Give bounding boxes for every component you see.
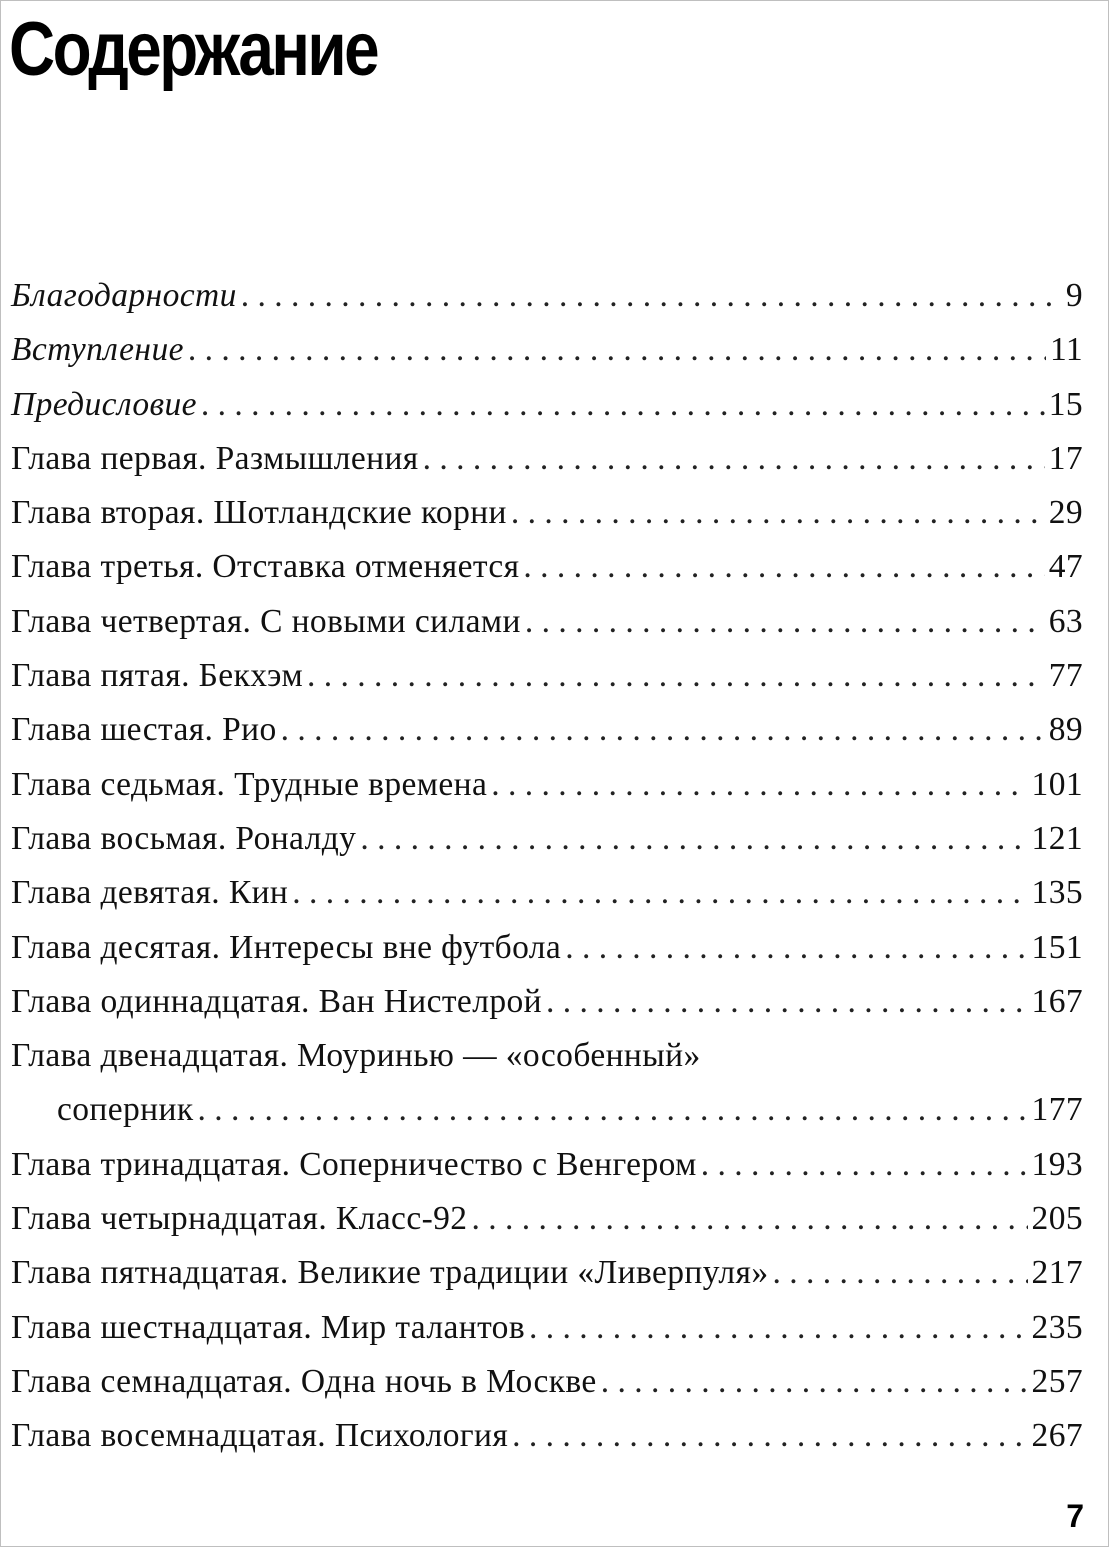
dot-leader (529, 1301, 1028, 1355)
toc-entry-page: 267 (1031, 1417, 1083, 1455)
dot-leader (241, 269, 1062, 323)
toc-entry-page: 9 (1065, 277, 1083, 314)
toc-entry-title: Глава тринадцатая. Соперничество с Венгером (11, 1145, 697, 1183)
toc-entry[interactable] (11, 1301, 1083, 1355)
toc-entry[interactable] (11, 595, 1083, 649)
dot-leader (188, 323, 1046, 377)
toc-entry-page: 235 (1031, 1308, 1083, 1346)
toc-entry-page: 193 (1031, 1145, 1083, 1183)
dot-leader (471, 1192, 1027, 1246)
dot-leader (201, 378, 1045, 432)
toc-entry-title: Вступление (11, 331, 184, 369)
toc-entry[interactable] (11, 540, 1083, 594)
toc-entry[interactable] (11, 812, 1083, 866)
toc-entry-title: Глава восьмая. Роналду (11, 819, 357, 857)
toc-entry-title: Предисловие (11, 385, 197, 423)
dot-leader (198, 1083, 1028, 1137)
toc-entry-title: Глава семнадцатая. Одна ночь в Москве (11, 1362, 597, 1400)
toc-entry-title: Глава седьмая. Трудные времена (11, 765, 488, 803)
toc-entry-page: 29 (1048, 494, 1083, 532)
dot-leader (701, 1138, 1028, 1192)
toc-entry[interactable] (11, 1029, 1083, 1138)
dot-leader (292, 866, 1027, 920)
dot-leader (565, 921, 1027, 975)
toc-entry-page: 121 (1031, 819, 1083, 857)
toc-entry-page: 11 (1049, 331, 1083, 369)
dot-leader (773, 1246, 1028, 1300)
toc-entry-page: 135 (1031, 874, 1083, 912)
dot-leader (281, 703, 1045, 757)
toc-entry-title: Глава первая. Размышления (11, 439, 419, 477)
toc-entry[interactable] (11, 1355, 1083, 1409)
toc-entry-page: 257 (1031, 1362, 1083, 1400)
toc-entry-title: Глава вторая. Шотландские корни (11, 494, 507, 532)
toc-entry[interactable] (11, 1246, 1083, 1300)
toc-entry-page: 77 (1048, 657, 1083, 695)
dot-leader (525, 595, 1045, 649)
toc-entry-page: 89 (1048, 711, 1083, 749)
toc-entry[interactable] (11, 649, 1083, 703)
toc-entry-page: 217 (1031, 1254, 1083, 1292)
toc-entry[interactable] (11, 1409, 1083, 1463)
toc-entry[interactable] (11, 269, 1083, 323)
toc-entry-page: 151 (1031, 928, 1083, 966)
toc-entry[interactable] (11, 758, 1083, 812)
toc-entry-title: Глава восемнадцатая. Психология (11, 1417, 509, 1455)
dot-leader (601, 1355, 1028, 1409)
toc-entry-title: Глава пятнадцатая. Великие традиции «Ливерпуля» (11, 1254, 769, 1292)
dot-leader (523, 540, 1044, 594)
toc-entry-title: Глава четвертая. С новыми силами (11, 602, 521, 640)
toc-entry[interactable] (11, 921, 1083, 975)
toc-entry[interactable] (11, 1192, 1083, 1246)
toc-entry-page: 15 (1048, 385, 1083, 423)
table-of-contents (11, 269, 1083, 1464)
toc-entry-title: Глава пятая. Бекхэм (11, 657, 304, 695)
toc-entry[interactable] (11, 378, 1083, 432)
toc-entry[interactable] (11, 1138, 1083, 1192)
toc-entry[interactable] (11, 432, 1083, 486)
toc-entry-title: Глава девятая. Кин (11, 874, 289, 912)
toc-entry-line (11, 1029, 1083, 1083)
toc-entry-line (11, 1083, 1083, 1137)
toc-entry[interactable] (11, 486, 1083, 540)
toc-entry[interactable] (11, 703, 1083, 757)
toc-entry-title: Глава двенадцатая. Моуринью — «особенный» (11, 1037, 701, 1075)
page-title: Содержание (9, 7, 378, 92)
toc-entry-page: 101 (1031, 765, 1083, 803)
toc-entry-page: 17 (1048, 439, 1083, 477)
dot-leader (546, 975, 1028, 1029)
dot-leader (491, 758, 1027, 812)
page-number: 7 (1066, 1498, 1084, 1534)
toc-entry[interactable] (11, 866, 1083, 920)
toc-entry-page: 167 (1031, 982, 1083, 1020)
toc-entry-title: Глава шестнадцатая. Мир талантов (11, 1308, 526, 1346)
toc-entry-title: Глава четырнадцатая. Класс-92 (11, 1200, 468, 1238)
dot-leader (512, 1409, 1027, 1463)
dot-leader (307, 649, 1045, 703)
toc-entry[interactable] (11, 975, 1083, 1029)
toc-entry-title: Глава десятая. Интересы вне футбола (11, 928, 562, 966)
dot-leader (511, 486, 1045, 540)
toc-entry-title: Глава шестая. Рио (11, 711, 277, 749)
toc-entry-page: 47 (1048, 548, 1083, 586)
toc-entry-title: соперник (57, 1091, 194, 1129)
toc-entry-title: Глава одиннадцатая. Ван Нистелрой (11, 982, 542, 1020)
toc-entry-title: Глава третья. Отставка отменяется (11, 548, 520, 586)
toc-entry-page: 205 (1031, 1200, 1083, 1238)
dot-leader (423, 432, 1045, 486)
toc-entry-title: Благодарности (11, 277, 237, 314)
toc-entry-page: 177 (1031, 1091, 1083, 1129)
toc-entry-page: 63 (1048, 602, 1083, 640)
toc-entry[interactable] (11, 323, 1083, 377)
dot-leader (360, 812, 1027, 866)
